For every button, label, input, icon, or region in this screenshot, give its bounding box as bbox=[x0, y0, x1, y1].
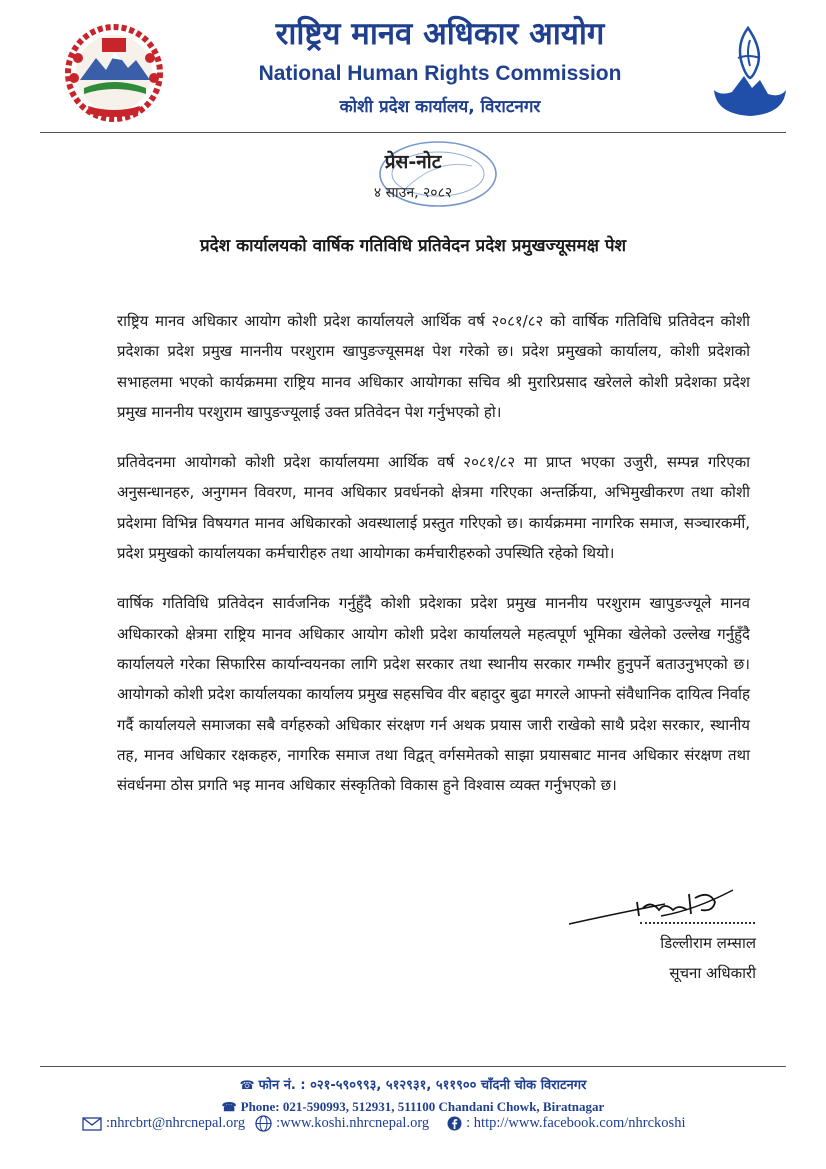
signatory-name: डिल्लीराम लम्साल bbox=[660, 934, 756, 952]
signatory-title: सूचना अधिकारी bbox=[669, 964, 756, 982]
footer-website[interactable]: :www.koshi.nhrcnepal.org bbox=[276, 1115, 430, 1131]
header-divider bbox=[40, 132, 786, 133]
footer-contacts bbox=[82, 1115, 782, 1132]
press-body bbox=[117, 306, 750, 820]
signature-line bbox=[640, 922, 755, 924]
phone-icon: ☎ bbox=[239, 1078, 255, 1092]
footer-divider bbox=[40, 1066, 786, 1067]
phone-icon: ☎ bbox=[221, 1100, 237, 1114]
email-icon bbox=[82, 1117, 102, 1131]
org-title-nepali: राष्ट्रिय मानव अधिकार आयोग bbox=[275, 16, 605, 52]
office-location: कोशी प्रदेश कार्यालय, विराटनगर bbox=[339, 97, 541, 117]
body-paragraph: प्रतिवेदनमा आयोगको कोशी प्रदेश कार्यालयमा आर्थिक वर्ष २०८१/८२ मा प्राप्त भएका उजुरी, सम्पन्न गरिएका अनुसन्धानहरु, अनुगमन विवरण, मानव अधिकार प्रवर्धनको क्षेत्रमा गरिएका अन्तर्क्रिया, अभिमुखीकरण तथा कोशी प्रदेशमा विभिन्न विषयगत मानव अधिकारको अवस्थालाई प्रस्तुत गरिएको छ। कार्यक्रममा नागरिक समाज, सञ्चारकर्मी, प्रदेश प्रमुखको कार्यालयका कर्मचारीहरु तथा आयोगका कर्मचारीहरुको उपस्थिति रहेको थियो। bbox=[117, 453, 750, 563]
globe-icon bbox=[255, 1115, 272, 1132]
footer-email[interactable]: :nhrcbrt@nhrcnepal.org bbox=[106, 1115, 246, 1131]
footer-phone-english: ☎ Phone: 021-590993, 512931, 511100 Chandani Chowk, Biratnagar bbox=[221, 1099, 605, 1114]
body-paragraph: वार्षिक गतिविधि प्रतिवेदन सार्वजनिक गर्नुहुँदै कोशी प्रदेशका प्रदेश प्रमुख माननीय परशुराम खापुङज्यूले मानव अधिकारको क्षेत्रमा राष्ट्रिय मानव अधिकार आयोग कोशी प्रदेश कार्यालयले महत्वपूर्ण भूमिका खेलेको उल्लेख गर्नुहुँदै कार्यालयले गरेका सिफारिस कार्यान्वयनका लागि प्रदेश सरकार तथा स्थानीय सरकार गम्भीर हुनुपर्ने बताउनुभएको छ। आयोगको कोशी प्रदेश कार्यालयका कार्यालय प्रमुख सहसचिव वीर बहादुर बुढा मगरले आफ्नो संवैधानिक दायित्व निर्वाह गर्दै कार्यालयले समाजका सबै वर्गहरुको अधिकार संरक्षण गर्न अथक प्रयास जारी राखेको साथै प्रदेश सरकार, स्थानीय तह, मानव अधिकार रक्षकहरु, नागरिक समाज तथा विद्वत् वर्गसमेतको साझा प्रयासबाट मानव अधिकार संरक्षण तथा संवर्धनमा ठोस प्रगति भइ मानव अधिकार संस्कृतिको विकास हुने विश्वास व्यक्त गर्नुभएको छ। bbox=[117, 594, 750, 795]
footer-facebook[interactable]: : http://www.facebook.com/nhrckoshi bbox=[466, 1115, 686, 1131]
press-note-title: प्रेस-नोट bbox=[384, 151, 442, 173]
footer-phone-nepali: ☎ फोन नं. : ०२१-५९०९९३, ५१२९३१, ५११९०० चाँदनी चोक विराटनगर bbox=[239, 1078, 587, 1093]
nepal-emblem-icon bbox=[58, 18, 170, 123]
press-note-date: ४ साउन, २०८२ bbox=[373, 185, 453, 201]
nhrc-logo-icon bbox=[708, 18, 790, 120]
org-title-english: National Human Rights Commission bbox=[258, 62, 622, 85]
body-paragraph: राष्ट्रिय मानव अधिकार आयोग कोशी प्रदेश कार्यालयले आर्थिक वर्ष २०८१/८२ को वार्षिक गतिविधि प्रतिवेदन कोशी प्रदेशका प्रदेश प्रमुख माननीय परशुराम खापुङज्यूसमक्ष पेश गरेको छ। प्रदेश प्रमुखको कार्यालय, कोशी प्रदेशको सभाहलमा भएको कार्यक्रममा राष्ट्रिय मानव अधिकार आयोगका सचिव श्री मुरारिप्रसाद खरेलले कोशी प्रदेशका प्रदेश प्रमुख माननीय परशुराम खापुङज्यूलाई उक्त प्रतिवेदन पेश गर्नुभएको हो। bbox=[117, 312, 750, 421]
press-headline: प्रदेश कार्यालयको वार्षिक गतिविधि प्रतिवेदन प्रदेश प्रमुखज्यूसमक्ष पेश bbox=[199, 236, 627, 256]
facebook-icon bbox=[447, 1116, 462, 1131]
